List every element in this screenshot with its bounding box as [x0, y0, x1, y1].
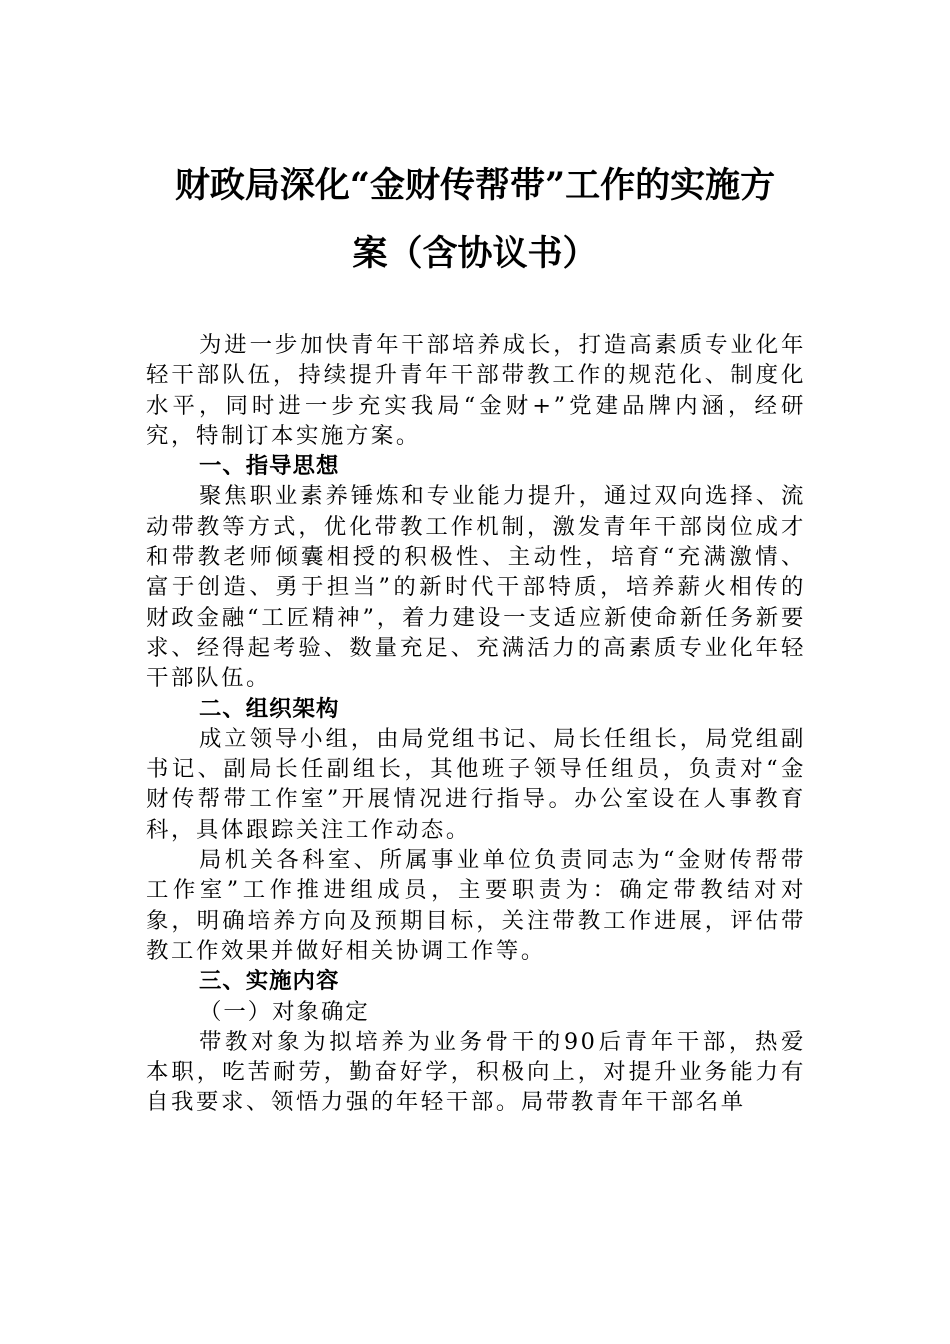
intro-paragraph: 为进一步加快青年干部培养成长，打造高素质专业化年轻干部队伍，持续提升青年干部带教工作的规范化、制度化水平，同时进一步充实我局“金财+”党建品牌内涵，经研究，特制订本实施方案。	[146, 332, 806, 449]
section-3-paragraph-1: 带教对象为拟培养为业务骨干的90后青年干部，热爱本职，吃苦耐劳，勤奋好学，积极向上，对提升业务能力有自我要求、领悟力强的年轻干部。局带教青年干部名单	[146, 1028, 806, 1116]
document-title-line-2: 案（含协议书）	[352, 233, 598, 274]
section-2-paragraph-2: 局机关各科室、所属事业单位负责同志为“金财传帮带工作室”工作推进组成员，主要职责为：确定带教结对对象，明确培养方向及预期目标，关注带教工作进展，评估带教工作效果并做好相关协调工作等。	[146, 847, 806, 964]
section-3-subheading-1: （一）对象确定	[199, 998, 370, 1025]
section-1-heading: 一、指导思想	[199, 453, 340, 480]
document-title-line-1: 财政局深化“金财传帮带”工作的实施方	[174, 165, 776, 206]
section-2-paragraph-1: 成立领导小组，由局党组书记、局长任组长，局党组副书记、副局长任副组长，其他班子领导任组员，负责对“金财传帮带工作室”开展情况进行指导。办公室设在人事教育科，具体跟踪关注工作动态。	[146, 725, 806, 843]
document-body	[146, 330, 806, 1118]
section-3-heading: 三、实施内容	[199, 968, 340, 995]
section-1-paragraph: 聚焦职业素养锤炼和专业能力提升，通过双向选择、流动带教等方式，优化带教工作机制，激发青年干部岗位成才和带教老师倾囊相授的积极性、主动性，培育“充满激情、富于创造、勇于担当”的新时代干部特质，培养薪火相传的财政金融“工匠精神”，着力建设一支适应新使命新任务新要求、经得起考验、数量充足、充满活力的高素质专业化年轻干部队伍。	[146, 483, 806, 692]
section-2-heading: 二、组织架构	[199, 695, 340, 722]
